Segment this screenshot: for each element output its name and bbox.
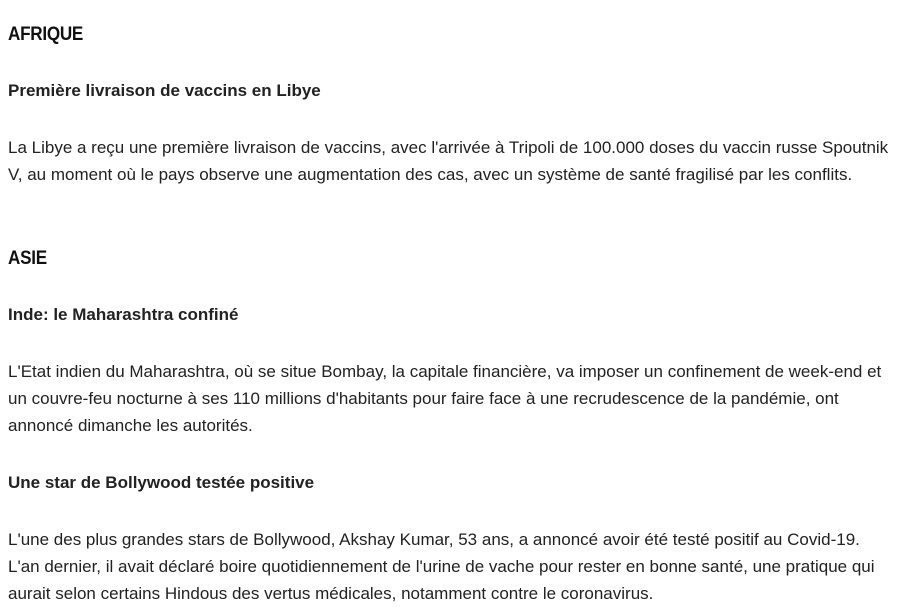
story-title-libye: Première livraison de vaccins en Libye <box>8 81 321 100</box>
section-heading-asie: ASIE <box>8 248 47 269</box>
story-body-maharashtra: L'Etat indien du Maharashtra, où se situe Bombay, la capitale financière, va imposer un confinement de week-end et un couvre-feu nocturne à ses 110 millions d'habitants pour faire face à une recrudescence de la pandémie, ont annoncé dimanche les autorités. <box>8 362 882 435</box>
story-title-maharashtra: Inde: le Maharashtra confiné <box>8 305 239 324</box>
story-body-libye: La Libye a reçu une première livraison de vaccins, avec l'arrivée à Tripoli de 100.000 doses du vaccin russe Spoutnik V, au moment où le pays observe une augmentation des cas, avec un système de santé fragilisé par les conflits. <box>8 138 889 184</box>
story-body-bollywood: L'une des plus grandes stars de Bollywood, Akshay Kumar, 53 ans, a annoncé avoir été testé positif au Covid-19. L'an dernier, il avait déclaré boire quotidiennement de l'urine de vache pour rester en bonne santé, une pratique qui aurait selon certains Hindous des vertus médicales, notamment contre le coronavirus. <box>8 530 875 603</box>
story-title-bollywood: Une star de Bollywood testée positive <box>8 473 315 492</box>
section-heading-afrique: AFRIQUE <box>8 24 84 45</box>
